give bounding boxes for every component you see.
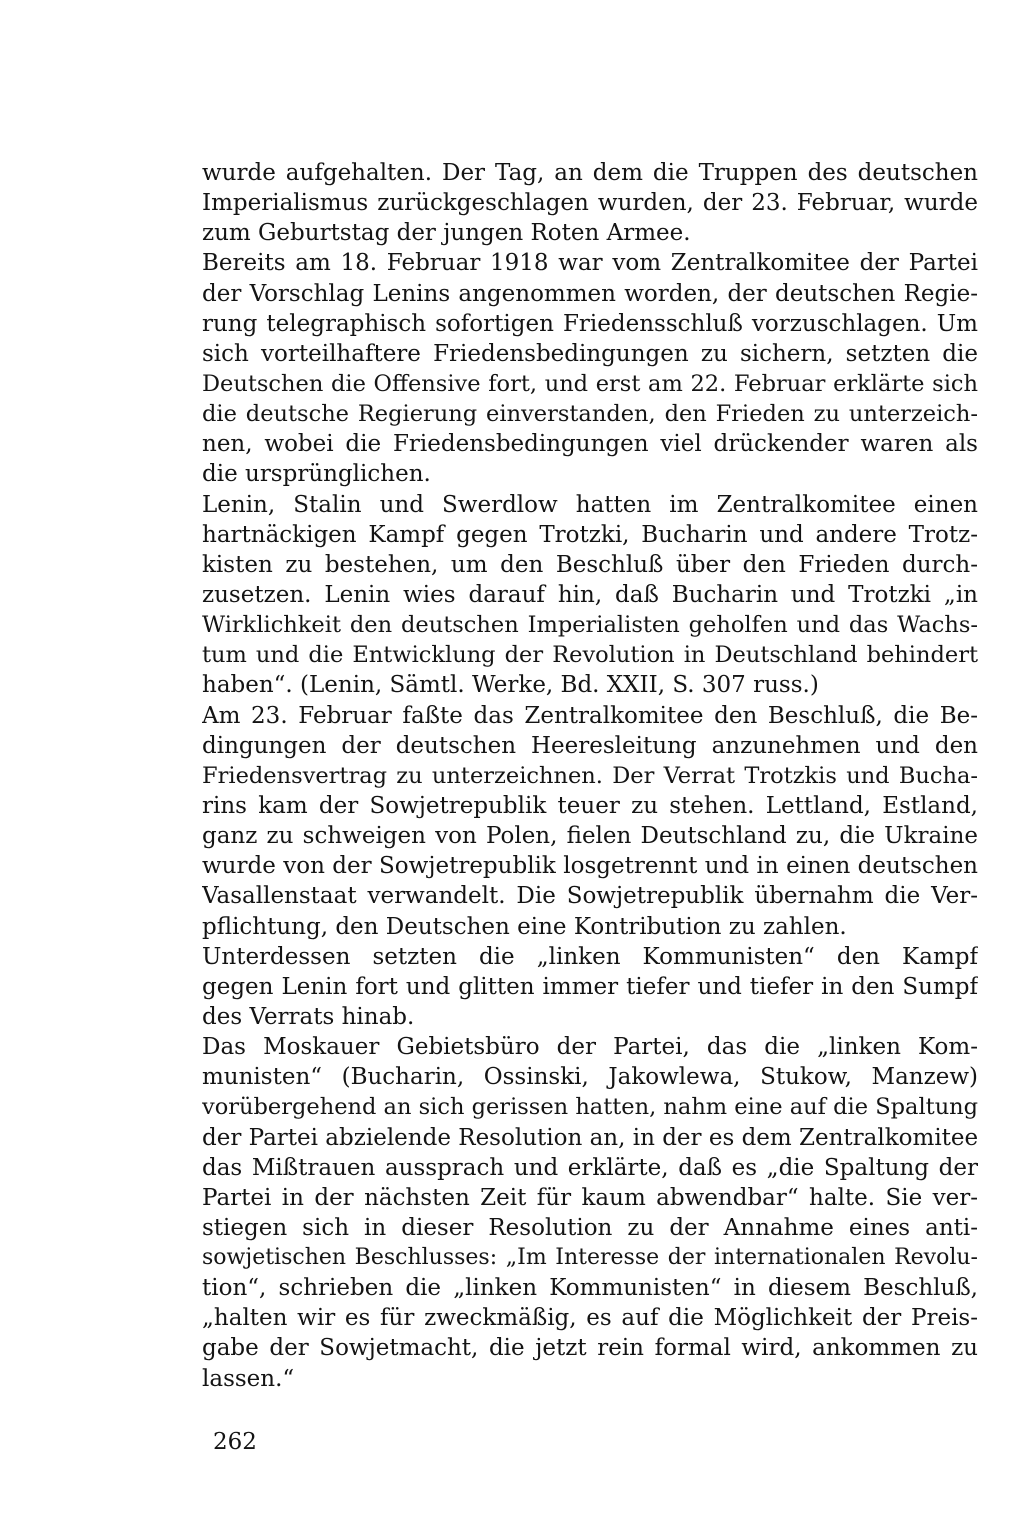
text-line: Unterdessen setzten die „linken Kommunisten“ den Kampf	[202, 943, 978, 970]
text-line: Deutschen die Offensive fort, und erst am 22. Februar erklärte sich	[202, 370, 978, 397]
text-line: „halten wir es für zweckmäßig, es auf die Möglichkeit der Preis-	[202, 1305, 978, 1332]
text-line: lassen.“	[202, 1365, 295, 1392]
text-line: gegen Lenin fort und glitten immer tiefer und tiefer in den Sumpf	[202, 973, 978, 1000]
text-line: wurde aufgehalten. Der Tag, an dem die Truppen des deutschen	[202, 160, 978, 186]
text-line: Wirklichkeit den deutschen Imperialisten geholfen und das Wachs-	[202, 612, 978, 639]
text-line: rung telegraphisch sofortigen Friedensschluß vorzuschlagen. Um	[202, 310, 978, 337]
text-line: pflichtung, den Deutschen eine Kontribution zu zahlen.	[202, 913, 847, 940]
text-line: der Partei abzielende Resolution an, in der es dem Zentralkomitee	[202, 1124, 978, 1151]
text-line: munisten“ (Bucharin, Ossinski, Jakowlewa, Stukow, Manzew)	[202, 1064, 978, 1091]
text-line: stiegen sich in dieser Resolution zu der Annahme eines anti-	[202, 1214, 978, 1241]
page-number: 262	[213, 1429, 257, 1455]
text-line: das Mißtrauen aussprach und erklärte, daß es „die Spaltung der	[202, 1154, 978, 1181]
text-line: die ursprünglichen.	[202, 461, 431, 488]
text-line: des Verrats hinab.	[202, 1003, 415, 1030]
text-line: die deutsche Regierung einverstanden, den Frieden zu unterzeich-	[202, 401, 978, 428]
text-line: rins kam der Sowjetrepublik teuer zu stehen. Lettland, Estland,	[202, 792, 978, 819]
text-line: vorübergehend an sich gerissen hatten, nahm eine auf die Spaltung	[202, 1094, 978, 1121]
text-line: der Vorschlag Lenins angenommen worden, der deutschen Regie-	[202, 280, 978, 307]
text-line: Das Moskauer Gebietsbüro der Partei, das die „linken Kom-	[202, 1034, 978, 1061]
text-line: tum und die Entwicklung der Revolution in Deutschland behindert	[202, 642, 978, 669]
text-line: Am 23. Februar faßte das Zentralkomitee den Beschluß, die Be-	[202, 702, 978, 729]
text-line: Vasallenstaat verwandelt. Die Sowjetrepublik übernahm die Ver-	[202, 883, 978, 910]
text-line: zusetzen. Lenin wies darauf hin, daß Bucharin und Trotzki „in	[202, 581, 978, 608]
text-line: hartnäckigen Kampf gegen Trotzki, Bucharin und andere Trotz-	[202, 521, 978, 548]
text-line: Partei in der nächsten Zeit für kaum abwendbar“ halte. Sie ver-	[202, 1184, 978, 1211]
text-line: wurde von der Sowjetrepublik losgetrennt und in einen deutschen	[202, 853, 978, 880]
body-text	[202, 158, 978, 1394]
text-line: ganz zu schweigen von Polen, fielen Deutschland zu, die Ukraine	[202, 823, 978, 850]
text-line: Lenin, Stalin und Swerdlow hatten im Zentralkomitee einen	[202, 491, 978, 518]
text-line: gabe der Sowjetmacht, die jetzt rein formal wird, ankommen zu	[202, 1335, 978, 1362]
text-line: Imperialismus zurückgeschlagen wurden, der 23. Februar, wurde	[202, 190, 978, 217]
text-line: tion“, schrieben die „linken Kommunisten“ in diesem Beschluß,	[202, 1275, 978, 1302]
text-line: sowjetischen Beschlusses: „Im Interesse der internationalen Revolu-	[202, 1245, 978, 1271]
text-line: sich vorteilhaftere Friedensbedingungen zu sichern, setzten die	[202, 340, 978, 367]
text-line: nen, wobei die Friedensbedingungen viel drückender waren als	[202, 431, 978, 458]
text-line: zum Geburtstag der jungen Roten Armee.	[202, 220, 691, 247]
text-line: Friedensvertrag zu unterzeichnen. Der Verrat Trotzkis und Bucha-	[202, 762, 978, 789]
text-line: dingungen der deutschen Heeresleitung anzunehmen und den	[202, 732, 978, 759]
text-line: kisten zu bestehen, um den Beschluß über den Frieden durch-	[202, 551, 978, 578]
text-line: haben“. (Lenin, Sämtl. Werke, Bd. XXII, S. 307 russ.)	[202, 672, 819, 699]
text-line: Bereits am 18. Februar 1918 war vom Zentralkomitee der Partei	[202, 250, 978, 277]
